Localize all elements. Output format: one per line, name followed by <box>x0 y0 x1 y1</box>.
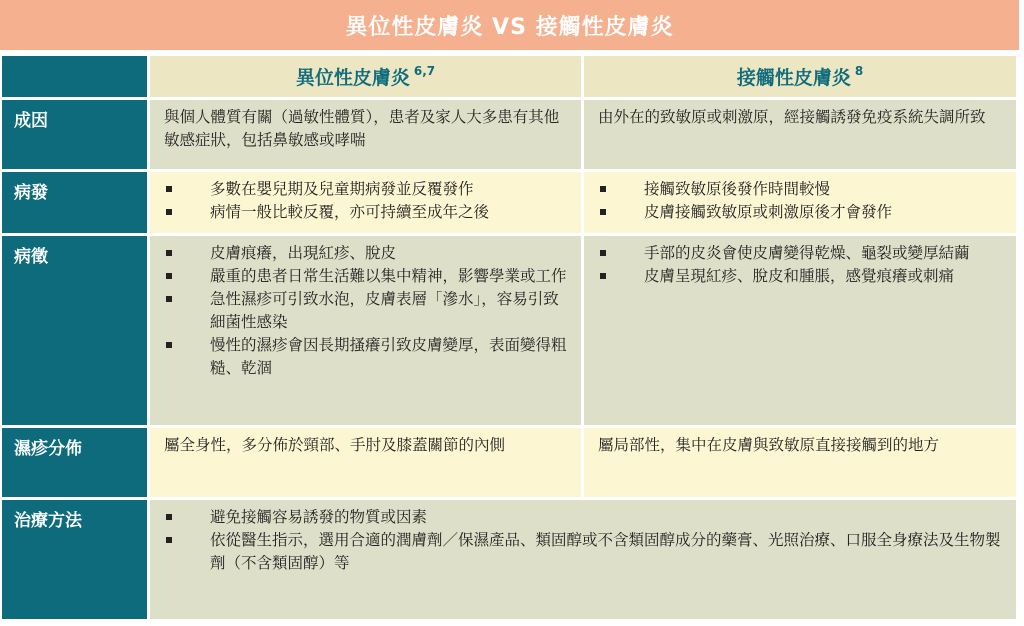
row-header-symptoms: 病徵 <box>2 236 150 428</box>
list-item-text: 皮膚呈現紅疹、脫皮和腫脹，感覺痕癢或刺痛 <box>644 267 955 285</box>
list-item <box>164 201 571 224</box>
list-item-text: 嚴重的患者日常生活難以集中精神，影響學業或工作 <box>210 267 567 285</box>
list-item-text: 病情一般比較反覆，亦可持續至成年之後 <box>210 203 490 221</box>
page-title: 異位性皮膚炎 VS 接觸性皮膚炎 <box>0 0 1019 50</box>
bullet-icon <box>600 273 606 279</box>
cell-distribution-contact: 屬局部性，集中在皮膚與致敏原直接接觸到的地方 <box>584 428 1019 500</box>
list-item-text: 避免接觸容易誘發的物質或因素 <box>210 508 428 526</box>
list-item <box>598 201 1006 224</box>
list-item-text: 急性濕疹可引致水泡，皮膚表層「滲水」，容易引致細菌性感染 <box>210 290 559 331</box>
list-item <box>164 506 1006 529</box>
bullet-icon <box>166 273 172 279</box>
list-item <box>164 242 571 265</box>
bullet-icon <box>166 209 172 215</box>
bullet-icon <box>166 250 172 256</box>
row-header-distribution: 濕疹分佈 <box>2 428 150 500</box>
comparison-table <box>2 56 1019 622</box>
bullet-icon <box>166 514 172 520</box>
column-header-atopic <box>150 56 584 100</box>
list-item-text: 慢性的濕疹會因長期搔癢引致皮膚變厚，表面變得粗糙、乾涸 <box>210 336 567 377</box>
cell-treatment <box>150 500 1019 622</box>
list-item <box>598 242 1006 265</box>
cell-symptoms-atopic <box>150 236 584 428</box>
cell-onset-contact <box>584 172 1019 236</box>
bullet-icon <box>166 186 172 192</box>
list-item-text: 手部的皮炎會使皮膚變得乾燥、龜裂或變厚結繭 <box>644 244 970 262</box>
row-header-treatment: 治療方法 <box>2 500 150 622</box>
reference-superscript: 6,7 <box>413 63 436 78</box>
list-item <box>598 178 1006 201</box>
bullet-icon <box>166 537 172 543</box>
list-item <box>164 334 571 380</box>
list-item-text: 接觸致敏原後發作時間較慢 <box>644 180 831 198</box>
list-item <box>598 265 1006 288</box>
reference-superscript: 8 <box>854 63 864 78</box>
list-item <box>164 288 571 334</box>
bullet-icon <box>600 209 606 215</box>
bullet-icon <box>600 186 606 192</box>
bullet-icon <box>166 296 172 302</box>
list-item-text: 皮膚接觸致敏原或刺激原後才會發作 <box>644 203 893 221</box>
column-header-label: 接觸性皮膚炎 <box>736 67 851 89</box>
row-header-cause: 成因 <box>2 100 150 172</box>
list-item-text: 皮膚痕癢，出現紅疹、脫皮 <box>210 244 397 262</box>
cell-symptoms-contact <box>584 236 1019 428</box>
cell-onset-atopic <box>150 172 584 236</box>
bullet-icon <box>166 342 172 348</box>
cell-distribution-atopic: 屬全身性，多分佈於頸部、手肘及膝蓋關節的內側 <box>150 428 584 500</box>
cell-cause-contact: 由外在的致敏原或刺激原，經接觸誘發免疫系統失調所致 <box>584 100 1019 172</box>
row-header-onset: 病發 <box>2 172 150 236</box>
list-item <box>164 265 571 288</box>
cell-cause-atopic: 與個人體質有關（過敏性體質），患者及家人大多患有其他敏感症狀，包括鼻敏感或哮喘 <box>150 100 584 172</box>
bullet-icon <box>600 250 606 256</box>
list-item <box>164 529 1006 575</box>
list-item <box>164 178 571 201</box>
list-item-text: 依從醫生指示，選用合適的潤膚劑／保濕產品、類固醇或不含類固醇成分的藥膏、光照治療、口服全身療法及生物製劑（不含類固醇）等 <box>210 531 1001 572</box>
list-item-text: 多數在嬰兒期及兒童期病發並反覆發作 <box>210 180 474 198</box>
table-corner <box>2 56 150 100</box>
column-header-contact <box>584 56 1019 100</box>
column-header-label: 異位性皮膚炎 <box>295 67 410 89</box>
